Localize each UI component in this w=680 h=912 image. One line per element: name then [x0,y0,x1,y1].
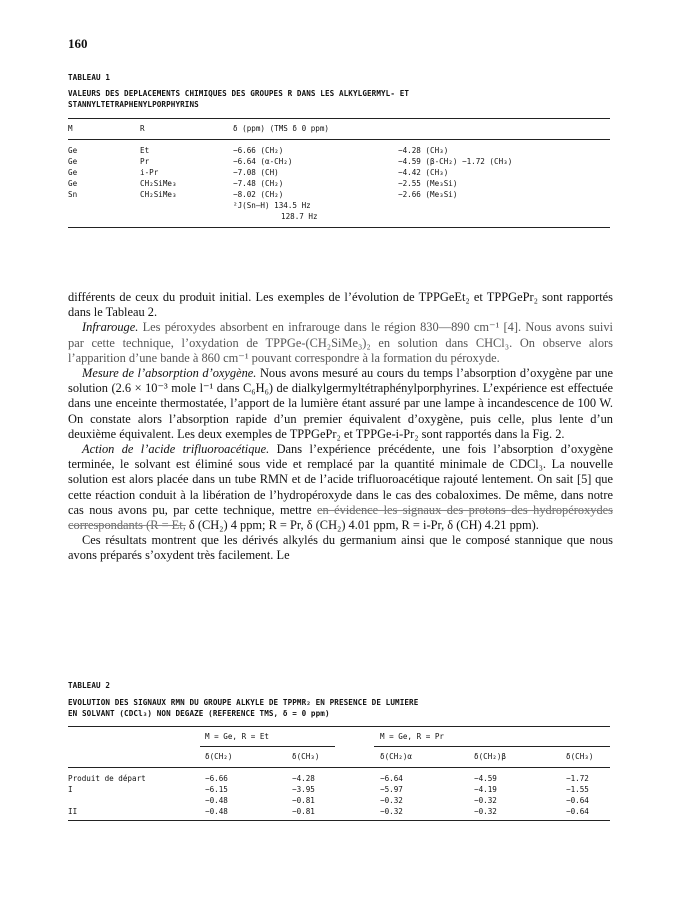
body-text [68,290,613,564]
table2-bottom-rule [68,820,610,821]
table2-group-pr-rule [374,746,610,747]
table1-cell-r: i-Pr [140,168,159,177]
table2-label: TABLEAU 2 [68,681,111,690]
table1-bottom-rule [68,227,610,228]
table1-cell-m: Ge [68,168,78,177]
table1-cell-shift2: −4.42 (CH₃) [398,168,449,177]
table2-row-label: II [68,807,78,816]
table1-cell-shift2: −2.55 (Me₃Si) [398,179,458,188]
table2-cell: −6.15 [205,785,228,794]
paragraph-text: Ces résultats montrent que les dérivés alkylés du germanium ainsi que le composé stannique que nous avons préparés s’oxydent très facilement. Le [68,533,613,563]
table1-cell-shift1: −7.48 (CH₂) [233,179,284,188]
table1-cell-shift2: −4.59 (β-CH₂) −1.72 (CH₃) [398,157,513,166]
table2-cell: −4.28 [292,774,315,783]
table1-header-m: M [68,124,73,133]
table2-subheader: δ(CH₃) [566,752,594,761]
table2-title-line2: EN SOLVANT (CDCl₃) NON DEGAZE (REFERENCE TMS, δ = 0 ppm) [68,709,330,718]
table2-cell: −1.72 [566,774,589,783]
paragraph [68,366,613,442]
table1-cell-shift2: −4.28 (CH₃) [398,146,449,155]
table1-cell-m: Ge [68,179,78,188]
paragraph-heading: Action de l’acide trifluoroacétique. [82,442,270,457]
table1-cell-r: Et [140,146,150,155]
table2-row-label: I [68,785,73,794]
table1-cell-r: CH₂SiMe₃ [140,179,177,188]
table2-cell: −0.32 [380,796,403,805]
table2-cell: −0.32 [474,796,497,805]
table1-top-rule [68,118,610,119]
table1-header-rule [68,139,610,140]
table1-label: TABLEAU 1 [68,73,111,82]
paragraph-text: Les péroxydes absorbent en infrarouge dans le région 830—890 cm⁻¹ [4]. Nous avons suivi par cette technique, l’oxydation de TPPGe-(CH₂SiMe₃)₂ en solution dans CHCl₃. On observe alors l’apparition d’une bande à 860 cm⁻¹ pouvant correspondre à la formation du péroxyde. [68,320,613,365]
table2-cell: −0.64 [566,796,589,805]
struck-through-text: en évidence les signaux des protons des hydropéroxydes correspondants (R = Et, [68,502,613,533]
table1-cell-shift1: −6.64 (α-CH₂) [233,157,293,166]
table1-coupling-line2: 128.7 Hz [281,212,318,221]
paragraph-heading: Infrarouge. [82,320,139,335]
paragraph-heading: Mesure de l’absorption d’oxygène. [82,366,257,381]
paragraph [68,533,613,563]
table2-subheader: δ(CH₃) [292,752,320,761]
table2-cell: −6.64 [380,774,403,783]
table2-cell: −5.97 [380,785,403,794]
table2-group-et-rule [200,746,335,747]
table2-cell: −0.32 [474,807,497,816]
table2-title-line1: EVOLUTION DES SIGNAUX RMN DU GROUPE ALKYLE DE TPPMR₂ EN PRESENCE DE LUMIERE [68,698,419,707]
paragraph [68,320,613,366]
table1-cell-m: Ge [68,146,78,155]
table2-subheader: δ(CH₂) [205,752,233,761]
table1-header-r: R [140,124,145,133]
paragraph [68,442,613,533]
table2-cell: −0.32 [380,807,403,816]
table2-subheader: δ(CH₂)β [474,752,507,761]
table1-title-line2: STANNYLTETRAPHENYLPORPHYRINS [68,100,199,109]
table1-cell-m: Sn [68,190,78,199]
table1-cell-r: Pr [140,157,150,166]
table2-top-rule [68,726,610,727]
paragraph-text: Dans l’expérience précédente, une fois l’absorption d’oxygène terminée, le solvant est éliminé sous vide et remplacé par la quantité minimale de CDCl₃. La nouvelle solution est alors placée dans un tube RMN et de l’acide trifluoroacétique rajouté lentement. On sait [5] que cette réaction conduit à la libération de l’hydropéroxyde dans le cas des cobaloximes. De même, dans notre cas nous avons pu, par cette technique, mettre [68,442,613,517]
paragraph-text: δ (CH₂) 4 ppm; R = Pr, δ (CH₂) 4.01 ppm, R = i-Pr, δ (CH) 4.21 ppm). [185,518,539,533]
table2-cell: −4.19 [474,785,497,794]
table2-cell: −0.81 [292,807,315,816]
table1-cell-r: CH₂SiMe₃ [140,190,177,199]
table2-group-pr: M = Ge, R = Pr [380,732,445,741]
table2-subheader: δ(CH₂)α [380,752,413,761]
table1-cell-shift1: −8.02 (CH₂) [233,190,284,199]
table2-row-label: Produit de départ [68,774,146,783]
table2-cell: −1.55 [566,785,589,794]
table1-cell-shift1: −6.66 (CH₂) [233,146,284,155]
table2-cell: −0.81 [292,796,315,805]
table1-header-delta: δ (ppm) (TMS δ 0 ppm) [233,124,330,133]
table1-cell-shift1: −7.08 (CH) [233,168,279,177]
table2-cell: −4.59 [474,774,497,783]
table2-cell: −0.48 [205,807,228,816]
table2-cell: −0.48 [205,796,228,805]
table1-title-line1: VALEURS DES DEPLACEMENTS CHIMIQUES DES GROUPES R DANS LES ALKYLGERMYL- ET [68,89,410,98]
paragraph-text: différents de ceux du produit initial. Les exemples de l’évolution de TPPGeEt₂ et TPPGePr₂ sont rapportés dans le Tableau 2. [68,290,613,320]
page-number: 160 [68,36,88,51]
table2-group-et: M = Ge, R = Et [205,732,270,741]
table2-cell: −0.64 [566,807,589,816]
table1-cell-shift2: −2.66 (Me₃Si) [398,190,458,199]
table2-cell: −6.66 [205,774,228,783]
table2-header-rule [68,767,610,768]
table1-coupling-line1: ²J(Sn—H) 134.5 Hz [233,201,311,210]
table2-cell: −3.95 [292,785,315,794]
table1-cell-m: Ge [68,157,78,166]
paragraph [68,290,613,320]
paragraph-text: Nous avons mesuré au cours du temps l’absorption d’oxygène par une solution (2.6 × 10⁻³ mole l⁻¹ dans C₆H₆) de dialkylgermyltétraphénylporphyrines. L’expérience est effectuée dans une enceinte thermostatée, l’apport de la lumière étant assuré par une lampe à incandescence de 100 W. On constate alors l’absorption rapide d’un premier équivalent d’oxygène, puis celle, plus lente d’un deuxième équivalent. Les deux exemples de TPPGePr₂ et TPPGe-i-Pr₂ sont rapportés dans la Fig. 2. [68,366,613,441]
